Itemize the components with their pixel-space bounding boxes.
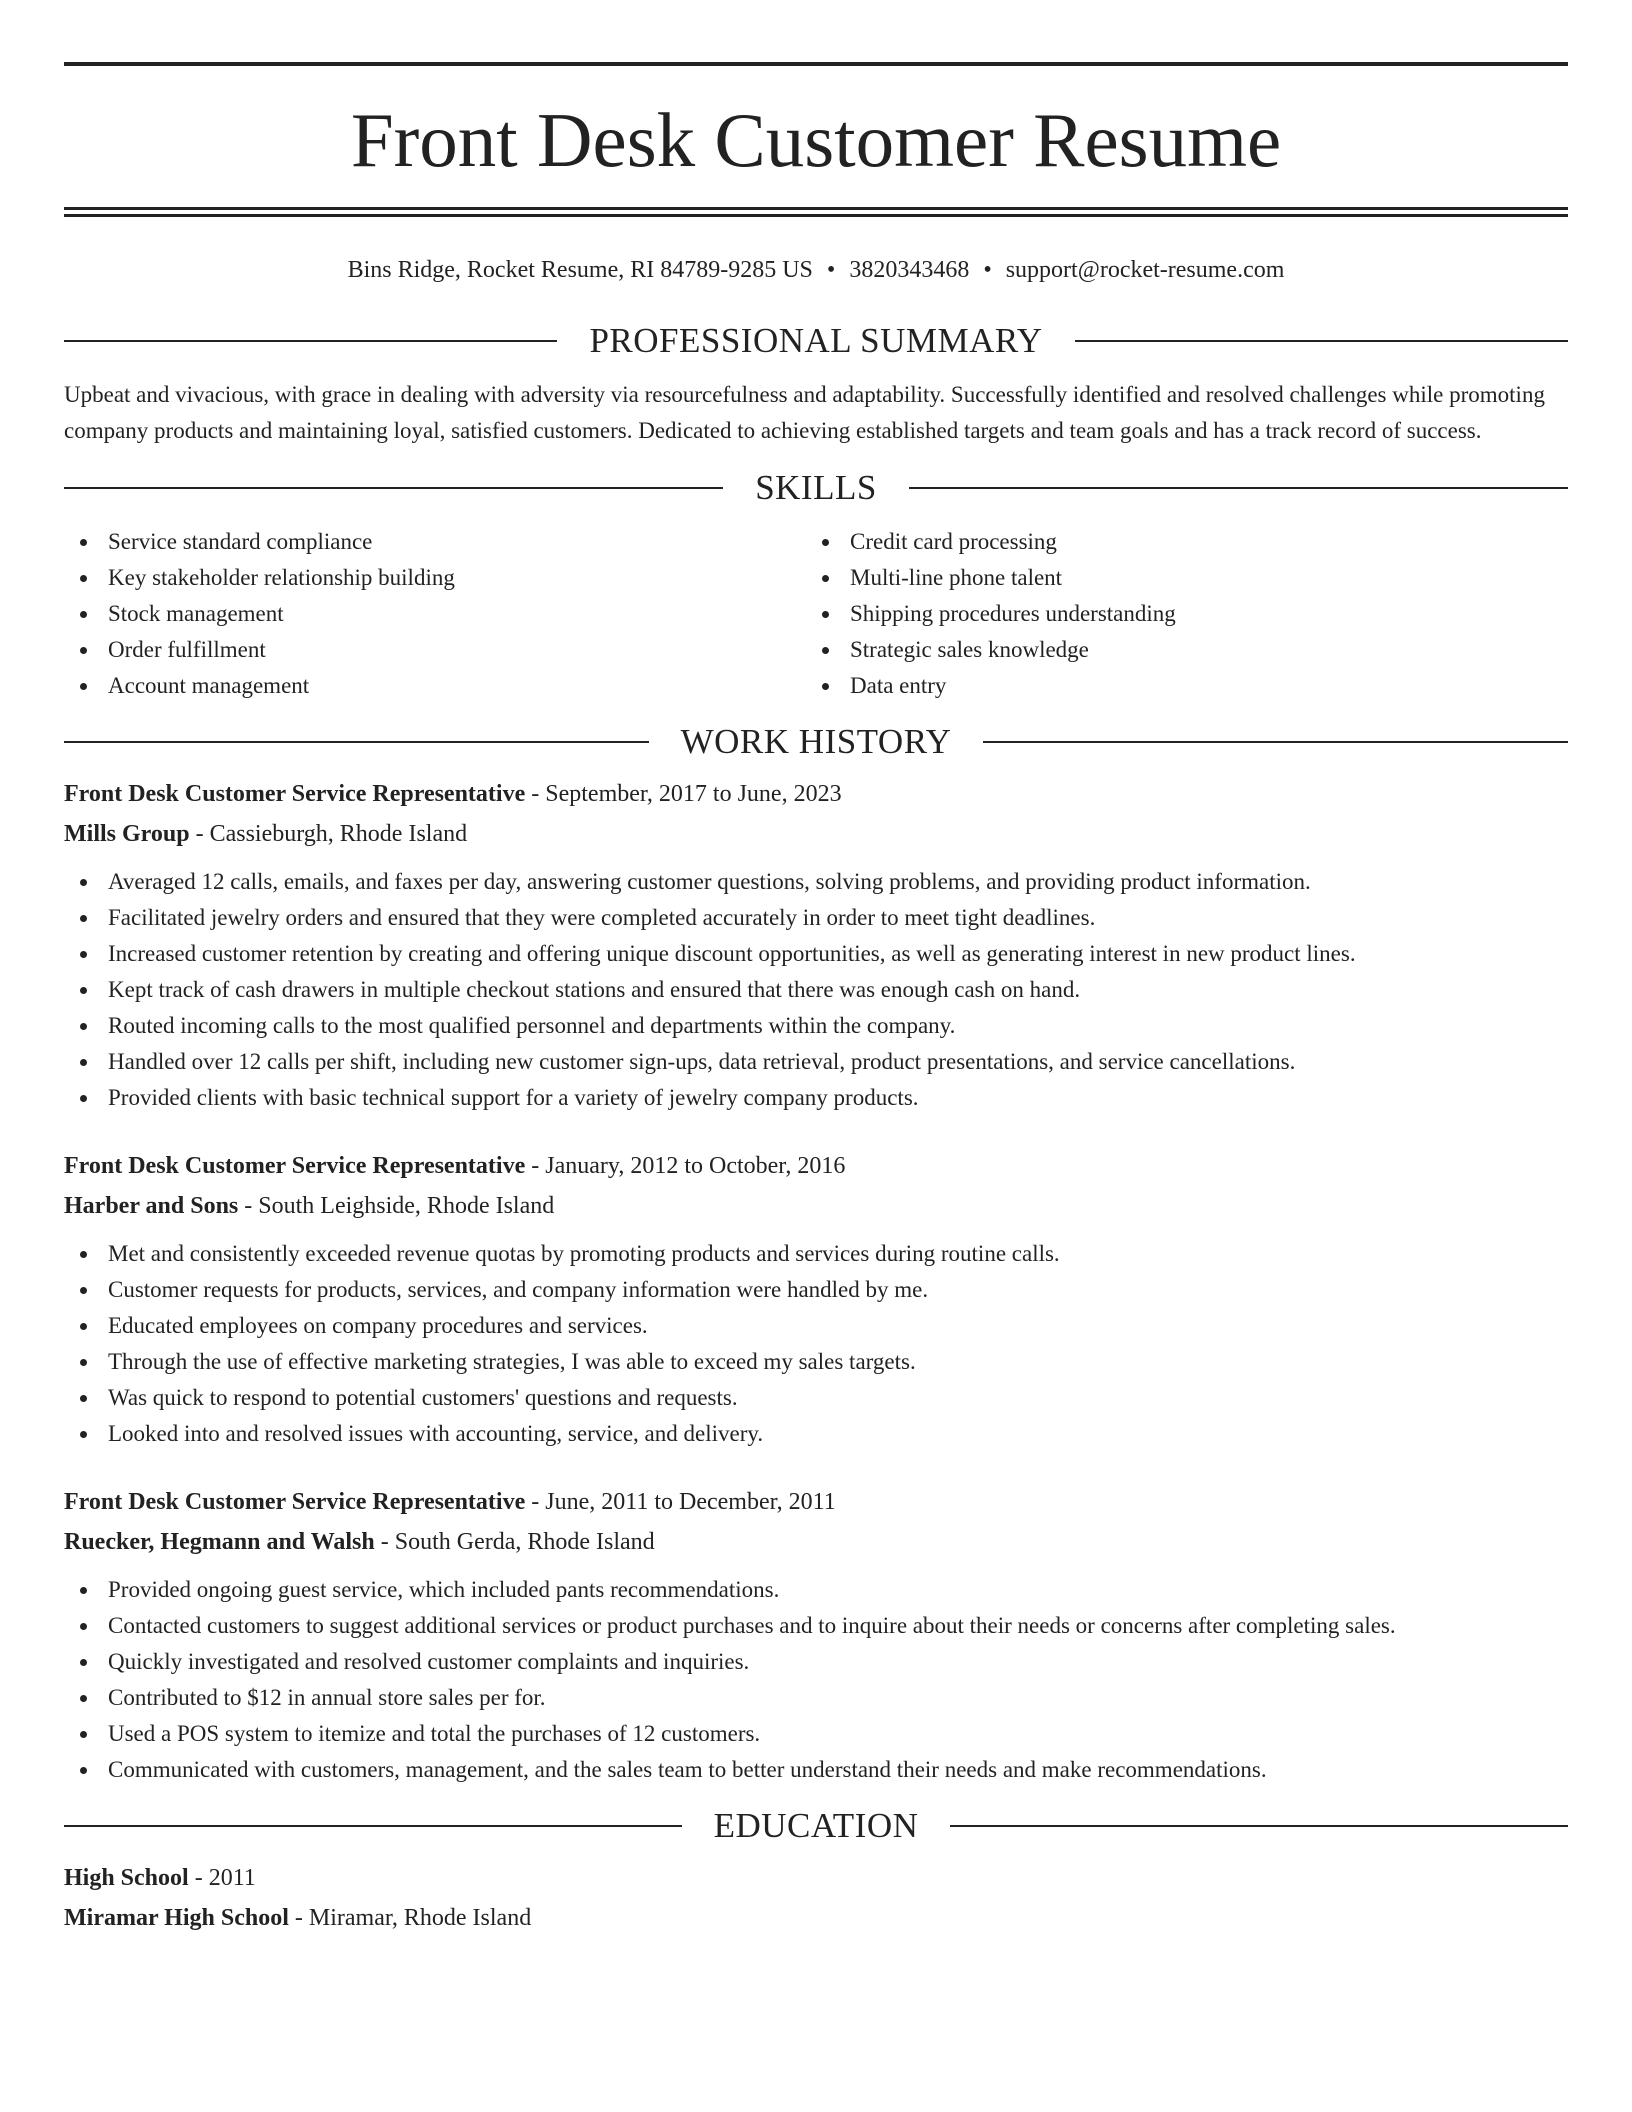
job-duties: [64, 1572, 1568, 1788]
contact-phone: 3820343468: [849, 257, 970, 283]
contact-separator: •: [826, 257, 836, 283]
education-year: - 2011: [188, 1865, 256, 1891]
duty-item: Customer requests for products, services, and company information were handled by me.: [64, 1272, 1568, 1308]
education-heading: EDUCATION: [713, 1806, 919, 1845]
skills-heading: SKILLS: [755, 468, 877, 507]
skill-item: Multi-line phone talent: [806, 560, 1548, 596]
job-dates: - September, 2017 to June, 2023: [525, 781, 842, 807]
job-duties: [64, 1236, 1568, 1452]
contact-address: Bins Ridge, Rocket Resume, RI 84789-9285 US: [347, 257, 813, 283]
duty-item: Looked into and resolved issues with accounting, service, and delivery.: [64, 1416, 1568, 1452]
job-company: Harber and Sons: [64, 1193, 239, 1219]
duty-item: Contributed to $12 in annual store sales per for.: [64, 1680, 1568, 1716]
job-title: Front Desk Customer Service Representative: [64, 1153, 526, 1179]
job-dates: - January, 2012 to October, 2016: [525, 1153, 846, 1179]
duty-item: Kept track of cash drawers in multiple checkout stations and ensured that there was enough cash on hand.: [64, 972, 1568, 1008]
contact-email: support@rocket-resume.com: [1005, 257, 1285, 283]
section-heading-work: [64, 720, 1568, 764]
duty-item: Communicated with customers, management, and the sales team to better understand their needs and make recommendations.: [64, 1752, 1568, 1788]
job-title-line: [64, 1146, 1568, 1186]
title-double-rule: [64, 207, 1568, 217]
skill-item: Stock management: [64, 596, 806, 632]
section-heading-education: [64, 1804, 1568, 1848]
skills-right-column: [806, 524, 1548, 704]
job-title: Front Desk Customer Service Representative: [64, 781, 526, 807]
education-location: - Miramar, Rhode Island: [288, 1905, 532, 1931]
heading-rule: [950, 1825, 1568, 1827]
job-title-line: [64, 774, 1568, 814]
skill-item: Service standard compliance: [64, 524, 806, 560]
job-duties: [64, 864, 1568, 1116]
education-entry: [64, 1858, 1568, 1938]
duty-item: Increased customer retention by creating and offering unique discount opportunities, as well as generating interest in new product lines.: [64, 936, 1568, 972]
job-entry: [64, 1146, 1568, 1452]
heading-rule: [909, 487, 1568, 489]
skills-list: [64, 524, 1568, 704]
education-degree: High School: [64, 1865, 189, 1891]
contact-line: [64, 253, 1568, 287]
skill-item: Strategic sales knowledge: [806, 632, 1548, 668]
duty-item: Was quick to respond to potential customers' questions and requests.: [64, 1380, 1568, 1416]
job-title-line: [64, 1482, 1568, 1522]
skill-item: Account management: [64, 668, 806, 704]
heading-rule: [64, 340, 557, 342]
job-company: Mills Group: [64, 821, 190, 847]
duty-item: Educated employees on company procedures and services.: [64, 1308, 1568, 1344]
heading-rule: [64, 741, 649, 743]
job-title: Front Desk Customer Service Representative: [64, 1489, 526, 1515]
section-heading-summary: [64, 319, 1568, 363]
duty-item: Averaged 12 calls, emails, and faxes per day, answering customer questions, solving problems, and providing product information.: [64, 864, 1568, 900]
duty-item: Routed incoming calls to the most qualified personnel and departments within the company.: [64, 1008, 1568, 1044]
heading-rule: [983, 741, 1568, 743]
skill-item: Order fulfillment: [64, 632, 806, 668]
job-entry: [64, 1482, 1568, 1788]
duty-item: Contacted customers to suggest additional services or product purchases and to inquire about their needs or concerns after completing sales.: [64, 1608, 1568, 1644]
section-heading-skills: [64, 466, 1568, 510]
job-location: - South Leighside, Rhode Island: [238, 1193, 555, 1219]
duty-item: Provided clients with basic technical support for a variety of jewelry company products.: [64, 1080, 1568, 1116]
skills-left-column: [64, 524, 806, 704]
heading-rule: [64, 1825, 682, 1827]
heading-rule: [1075, 340, 1568, 342]
education-school-line: [64, 1898, 1568, 1938]
work-heading: WORK HISTORY: [680, 722, 952, 761]
duty-item: Used a POS system to itemize and total the purchases of 12 customers.: [64, 1716, 1568, 1752]
duty-item: Handled over 12 calls per shift, including new customer sign-ups, data retrieval, product presentations, and service cancellations.: [64, 1044, 1568, 1080]
duty-item: Met and consistently exceeded revenue quotas by promoting products and services during routine calls.: [64, 1236, 1568, 1272]
skill-item: Key stakeholder relationship building: [64, 560, 806, 596]
job-company-line: [64, 1186, 1568, 1226]
summary-text: Upbeat and vivacious, with grace in dealing with adversity via resourcefulness and adaptability. Successfully identified and resolved challenges while promoting company products and maintaining loyal, satisfied customers. Dedicated to achieving established targets and team goals and has a track record of success.: [64, 382, 1545, 443]
heading-rule: [64, 487, 723, 489]
duty-item: Provided ongoing guest service, which included pants recommendations.: [64, 1572, 1568, 1608]
skill-item: Credit card processing: [806, 524, 1548, 560]
education-school: Miramar High School: [64, 1905, 289, 1931]
job-company: Ruecker, Hegmann and Walsh: [64, 1529, 375, 1555]
resume-page: [64, 0, 1568, 1938]
duty-item: Through the use of effective marketing strategies, I was able to exceed my sales targets.: [64, 1344, 1568, 1380]
job-dates: - June, 2011 to December, 2011: [525, 1489, 836, 1515]
duty-item: Facilitated jewelry orders and ensured that they were completed accurately in order to meet tight deadlines.: [64, 900, 1568, 936]
contact-separator: •: [983, 257, 992, 283]
skill-item: Data entry: [806, 668, 1548, 704]
job-location: - Cassieburgh, Rhode Island: [189, 821, 468, 847]
job-entry: [64, 774, 1568, 1116]
job-company-line: [64, 1522, 1568, 1562]
job-company-line: [64, 814, 1568, 854]
duty-item: Quickly investigated and resolved customer complaints and inquiries.: [64, 1644, 1568, 1680]
education-degree-line: [64, 1858, 1568, 1898]
summary-heading: PROFESSIONAL SUMMARY: [589, 321, 1043, 360]
resume-title: Front Desk Customer Resume: [350, 97, 1282, 183]
skill-item: Shipping procedures understanding: [806, 596, 1548, 632]
job-location: - South Gerda, Rhode Island: [374, 1529, 655, 1555]
